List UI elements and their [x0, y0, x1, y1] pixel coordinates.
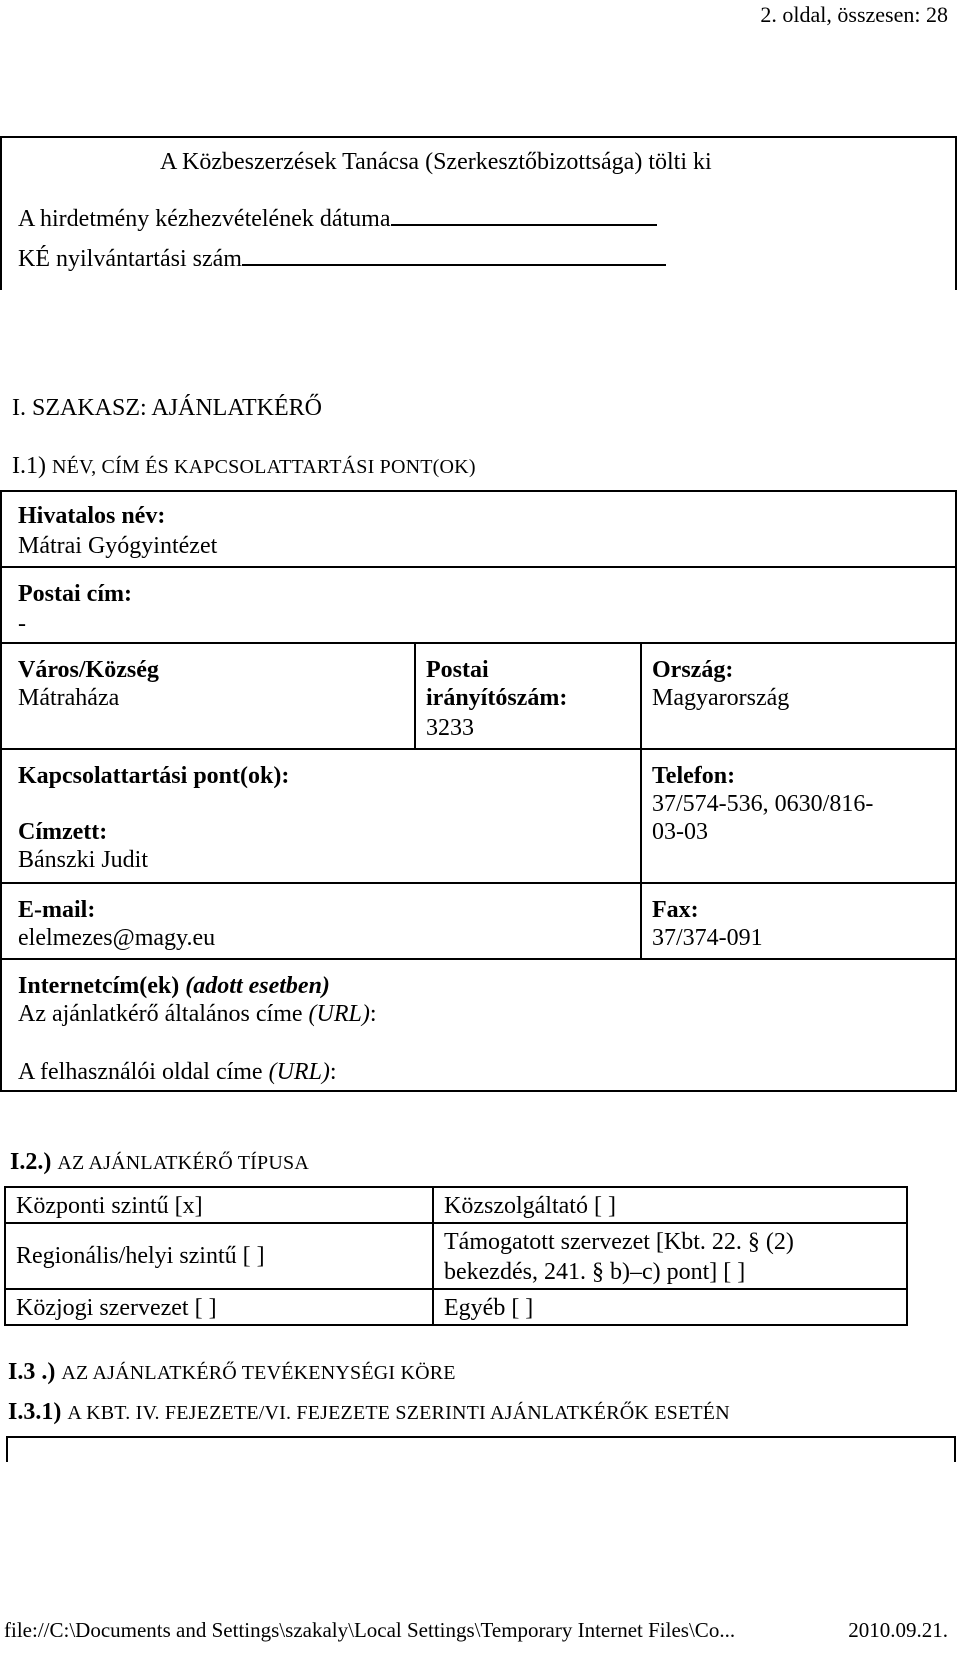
- phone-value-1: 37/574-536, 0630/816-: [652, 791, 874, 817]
- postcode-value: 3233: [426, 715, 474, 741]
- buyer-url-label: A felhasználói oldal címe: [18, 1059, 263, 1085]
- type-supported-1: Támogatott szervezet [Kbt. 22. § (2): [444, 1229, 794, 1255]
- ke-number-text: KÉ nyilvántartási szám: [18, 246, 242, 272]
- phone-label: Telefon:: [652, 763, 736, 789]
- postal-address-label: Postai cím:: [18, 581, 132, 607]
- city-value: Mátraháza: [18, 685, 120, 711]
- received-date-text: A hirdetmény kézhezvételének dátuma: [18, 206, 391, 232]
- addressee-value: Bánszki Judit: [18, 847, 148, 873]
- col-divider-country: [640, 642, 642, 960]
- ke-number-line: [242, 244, 666, 266]
- buyer-url-note: (URL): [268, 1059, 330, 1085]
- page-indicator: 2. oldal, összesen: 28: [760, 2, 948, 27]
- type-row-divider-1: [4, 1222, 908, 1224]
- general-url-label: Az ajánlatkérő általános címe: [18, 1001, 303, 1027]
- email-value: elelmezes@magy.eu: [18, 925, 216, 951]
- type-supported-2: bekezdés, 241. § b)–c) pont] [ ]: [444, 1259, 746, 1285]
- section-1-1-prefix: I.1): [12, 453, 52, 479]
- footer-date: 2010.09.21.: [848, 1618, 948, 1642]
- fax-value: 37/374-091: [652, 925, 763, 951]
- internet-label-row: [18, 972, 330, 1000]
- row-divider-1: [0, 566, 957, 568]
- internet-label: Internetcím(ek): [18, 973, 180, 999]
- col-divider-postcode: [414, 642, 416, 750]
- section-1-2-heading: AZ AJÁNLATKÉRŐ TÍPUSA: [57, 1152, 309, 1174]
- section-1-title: I. SZAKASZ: AJÁNLATKÉRŐ: [12, 395, 323, 421]
- type-utility: Közszolgáltató [ ]: [444, 1193, 616, 1219]
- type-central: Központi szintű [x]: [16, 1193, 203, 1219]
- type-col-divider: [432, 1186, 434, 1326]
- fax-label: Fax:: [652, 897, 699, 923]
- city-label: Város/Község: [18, 657, 159, 683]
- general-url-colon: :: [369, 1001, 377, 1027]
- section-1-2-title: [10, 1148, 309, 1177]
- section-1-3-heading: AZ AJÁNLATKÉRŐ TEVÉKENYSÉGI KÖRE: [61, 1362, 456, 1384]
- postcode-label-2: irányítószám:: [426, 685, 568, 711]
- type-row-divider-2: [4, 1288, 908, 1290]
- row-divider-5: [0, 958, 957, 960]
- received-date-line: [391, 204, 657, 226]
- council-box-title: A Közbeszerzések Tanácsa (Szerkesztőbizottsága) tölti ki: [160, 149, 712, 175]
- section-1-1-heading: NÉV, CÍM ÉS KAPCSOLATTARTÁSI PONT(OK): [51, 456, 476, 478]
- postal-address-value: -: [18, 611, 26, 637]
- country-value: Magyarország: [652, 685, 790, 711]
- country-label: Ország:: [652, 657, 734, 683]
- ke-number-label: [18, 244, 666, 273]
- type-other: Egyéb [ ]: [444, 1295, 534, 1321]
- official-name-label: Hivatalos név:: [18, 503, 166, 529]
- section-1-1-title: [12, 452, 476, 481]
- buyer-url-row: [18, 1058, 337, 1086]
- section-1-3-1-title: [8, 1398, 730, 1427]
- contact-points-label: Kapcsolattartási pont(ok):: [18, 763, 290, 789]
- type-regional: Regionális/helyi szintű [ ]: [16, 1243, 265, 1269]
- phone-value-2: 03-03: [652, 819, 708, 845]
- general-url-note: (URL): [308, 1001, 370, 1027]
- general-url-row: [18, 1000, 377, 1028]
- section-1-3-1-prefix: I.3.1): [8, 1399, 68, 1425]
- footer-path: file://C:\Documents and Settings\szakaly\Local Settings\Temporary Internet Files\Co...: [4, 1618, 736, 1642]
- row-divider-4: [0, 882, 957, 884]
- type-public-law: Közjogi szervezet [ ]: [16, 1295, 217, 1321]
- section-1-3-title: [8, 1358, 456, 1387]
- row-divider-3: [0, 748, 957, 750]
- email-label: E-mail:: [18, 897, 96, 923]
- received-date-label: [18, 204, 657, 233]
- addressee-label: Címzett:: [18, 819, 108, 845]
- postcode-label-1: Postai: [426, 657, 489, 683]
- section-1-2-prefix: I.2.): [10, 1149, 58, 1175]
- activity-box: [6, 1436, 956, 1462]
- section-1-3-prefix: I.3 .): [8, 1359, 62, 1385]
- row-divider-2: [0, 642, 957, 644]
- section-1-3-1-heading: A KBT. IV. FEJEZETE/VI. FEJEZETE SZERINTI AJÁNLATKÉRŐK ESETÉN: [67, 1402, 730, 1424]
- official-name-value: Mátrai Gyógyintézet: [18, 533, 218, 559]
- buyer-url-colon: :: [329, 1059, 337, 1085]
- internet-note: (adott esetben): [185, 973, 330, 999]
